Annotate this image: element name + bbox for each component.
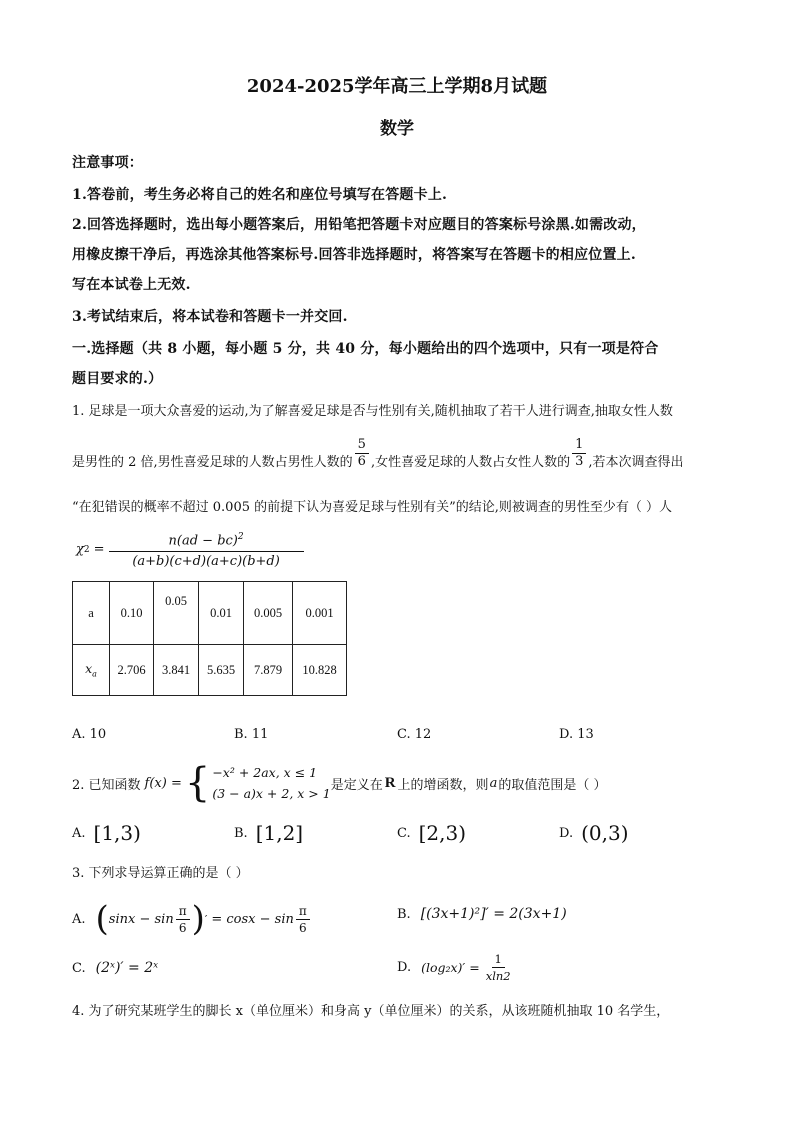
q1-frac2-den: 3 (575, 453, 584, 469)
q2-option-c[interactable] (397, 821, 466, 845)
q1-option-b[interactable]: B. 11 (234, 727, 269, 742)
table-cell: 5.635 (199, 645, 244, 696)
section-heading-line2: 题目要求的.） (72, 371, 163, 387)
q2-option-b[interactable] (234, 821, 303, 845)
q3-d-fraction: $\frac{1}{xln2}$ (485, 952, 511, 983)
exam-title: 2024-2025学年高三上学期8月试题 (246, 76, 548, 97)
option-label: B. (397, 906, 411, 922)
piecewise-cases (212, 762, 330, 804)
option-label: D. (559, 825, 574, 841)
q1-fraction-five-sixths (355, 437, 369, 470)
q1-line2c: ,若本次调查得出 (588, 454, 684, 470)
q1-fraction-one-third (572, 437, 586, 470)
q1-frac1-num: 5 (355, 437, 369, 454)
option-label: A. (72, 825, 86, 841)
subject-title: 数学 (380, 119, 414, 139)
q1-line2b: ,女性喜爱足球的人数占女性人数的 (370, 454, 571, 470)
q1-line2 (72, 433, 684, 473)
table-cell: 0.005 (244, 582, 293, 645)
option-label: A. (72, 911, 86, 927)
q3-d-expr-left: (log₂x)′ = (421, 960, 480, 975)
note-2a: 2.回答选择题时，选出每小题答案后，用铅笔把答题卡对应题目的答案标号涂黑.如需改动， (72, 217, 646, 233)
q2-suffix-c: 的取值范围是（ ） (498, 777, 607, 793)
q3-option-d[interactable] (397, 951, 514, 984)
option-label: B. (234, 825, 248, 841)
q2-real-set: R (384, 774, 396, 791)
q3-b-expr: [(3x+1)²]′ = 2(3x+1) (420, 906, 567, 922)
chi-den: (a+b)(c+d)(a+c)(b+d) (132, 554, 280, 570)
q2-fx: f(x) = (144, 775, 182, 791)
table-cell: 0.10 (110, 582, 154, 645)
table-row (73, 645, 347, 696)
q1-option-c[interactable]: C. 12 (397, 727, 432, 742)
q1-option-a[interactable]: A. 10 (72, 727, 107, 742)
chi-num: n(ad − bc)$^2$ (109, 527, 304, 552)
q2-var-a: a (489, 775, 498, 791)
q2-stem (72, 760, 606, 806)
chi-square-formula: χ 2 = $\frac{n(ad - bc)^2}{(a+b)(c+d)(a+c)(b+d)}$ (76, 527, 304, 572)
table-cell: 10.828 (293, 645, 347, 696)
q1-line3: “在犯错误的概率不超过 0.005 的前提下认为喜爱足球与性别有关”的结论,则被调查的男性至少有（ ）人 (72, 500, 673, 515)
note-2c: 写在本试卷上无效. (72, 277, 191, 293)
section-heading-line1: 一.选择题（共 8 小题，每小题 5 分，共 40 分，每小题给出的四个选项中，只有一项是符合 (72, 341, 659, 357)
paren-close: ) (191, 899, 205, 939)
q3-a-expr-right: = cosx − sin (211, 911, 294, 927)
note-2b: 用橡皮擦干净后，再选涂其他答案标号.回答非选择题时，将答案写在答题卡的相应位置上. (72, 247, 636, 263)
option-label: D. (397, 960, 412, 975)
option-value: [1,2] (255, 821, 304, 845)
q1-option-d[interactable]: D. 13 (559, 727, 594, 742)
table-cell: a (73, 582, 110, 645)
option-label: C. (72, 960, 86, 976)
table-cell: 2.706 (110, 645, 154, 696)
q2-suffix-b: 上的增函数，则 (397, 777, 489, 793)
q1-line1: 1. 足球是一项大众喜爱的运动,为了解喜爱足球是否与性别有关,随机抽取了若干人进行调查,抽取女性人数 (72, 404, 673, 419)
q1-frac2-num: 1 (572, 437, 586, 454)
q1-line2a: 是男性的 2 倍,男性喜爱足球的人数占男性人数的 (72, 454, 353, 470)
q2-option-a[interactable] (72, 821, 141, 845)
chi-symbol: χ (76, 542, 84, 558)
q2-case-2: (3 − a)x + 2, x > 1 (212, 786, 331, 801)
q2-prefix: 2. 已知函数 (72, 777, 141, 793)
table-cell: 3.841 (154, 645, 199, 696)
q2-option-d[interactable] (559, 821, 629, 845)
table-cell: 0.05 (154, 582, 199, 645)
q2-case-1: −x² + 2ax, x ≤ 1 (212, 765, 318, 780)
q3-c-expr: (2ˣ)′ = 2ˣ (95, 960, 159, 976)
q3-option-c[interactable] (72, 960, 158, 976)
table-row (73, 582, 347, 645)
q3-a-pi-over-six: $\frac{\pi}{6}$ (176, 903, 190, 936)
option-value: [1,3) (93, 821, 141, 845)
q3-a-expr-left: sinx − sin (108, 911, 174, 927)
q1-frac1-den: 6 (357, 453, 366, 469)
notes-heading: 注意事项： (72, 155, 143, 171)
q4-line1: 4. 为了研究某班学生的脚长 x（单位厘米）和身高 y（单位厘米）的关系，从该班随机抽取 10 名学生， (72, 1004, 670, 1019)
table-cell: 7.879 (244, 645, 293, 696)
note-1: 1.答卷前，考生务必将自己的姓名和座位号填写在答题卡上. (72, 187, 448, 203)
table-cell: 0.01 (199, 582, 244, 645)
table-cell: $x_a$ (73, 645, 110, 696)
option-value: [2,3) (418, 821, 467, 845)
piecewise-brace: { (184, 760, 211, 806)
q3-a-pi-over-six-2: $\frac{\pi}{6}$ (296, 903, 310, 936)
q3-option-a[interactable]: A. ( sinx − sin $\frac{\pi}{6}$ ) ′ = cosx − sin $\frac{\pi}{6}$ (72, 896, 312, 942)
option-label: C. (397, 825, 411, 841)
paren-open: ( (95, 899, 109, 939)
q3-option-b[interactable] (397, 906, 567, 922)
table-cell: 0.001 (293, 582, 347, 645)
note-3: 3.考试结束后，将本试卷和答题卡一并交回. (72, 309, 348, 325)
option-value: (0,3) (581, 821, 629, 845)
q3-stem: 3. 下列求导运算正确的是（ ） (72, 866, 249, 881)
q2-suffix-a: 是定义在 (330, 777, 383, 793)
chi-square-fraction (109, 527, 304, 572)
critical-value-table (72, 581, 347, 696)
